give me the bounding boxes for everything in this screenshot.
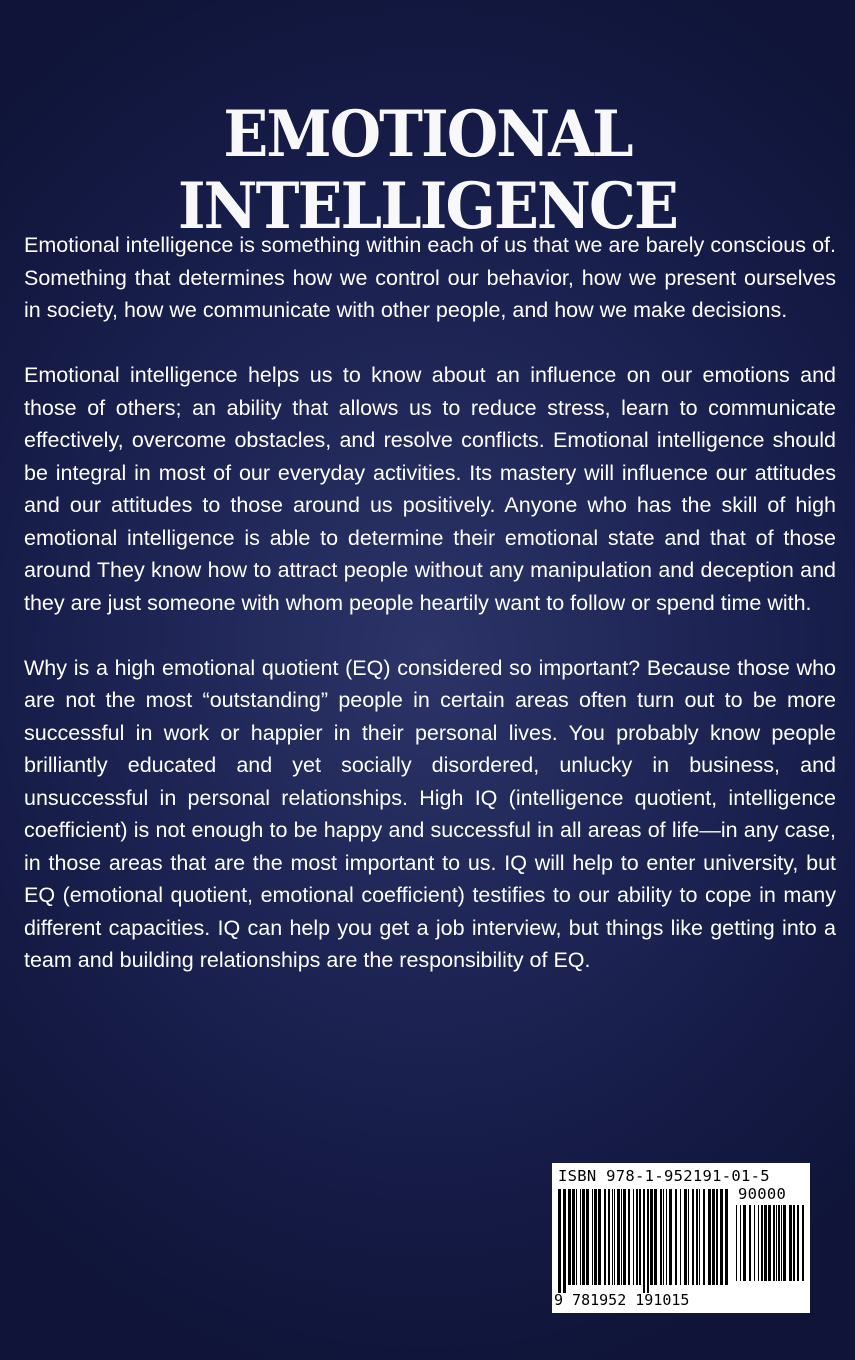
isbn-barcode bbox=[552, 1163, 810, 1313]
barcode-bar bbox=[783, 1205, 786, 1281]
barcode-bar bbox=[650, 1189, 653, 1285]
barcode-bar bbox=[802, 1205, 804, 1281]
barcode-bar bbox=[708, 1189, 711, 1285]
barcode-bar bbox=[776, 1205, 777, 1281]
barcode-bar bbox=[654, 1189, 657, 1285]
barcode-bar bbox=[743, 1205, 746, 1281]
barcode-bar bbox=[612, 1189, 613, 1285]
barcode-bar bbox=[663, 1189, 664, 1285]
barcode-bar bbox=[621, 1189, 622, 1285]
barcode-bar bbox=[669, 1189, 672, 1285]
barcode-bar bbox=[666, 1189, 667, 1285]
barcode-bar bbox=[576, 1189, 577, 1285]
barcode-bar bbox=[647, 1189, 649, 1293]
barcode-bar bbox=[778, 1205, 780, 1281]
title-line-2: INTELLIGENCE bbox=[177, 168, 678, 244]
barcode-bar bbox=[680, 1189, 681, 1285]
barcode-bar bbox=[789, 1205, 792, 1281]
barcode-bar bbox=[688, 1189, 689, 1285]
book-title bbox=[34, 96, 821, 244]
ean-bars bbox=[558, 1189, 728, 1293]
barcode-bar bbox=[703, 1189, 705, 1285]
barcode-bar bbox=[692, 1189, 694, 1285]
barcode-bar bbox=[699, 1189, 700, 1285]
barcode-bar bbox=[572, 1189, 575, 1285]
barcode-bar bbox=[617, 1189, 620, 1285]
barcode-bar bbox=[764, 1205, 767, 1281]
barcode-bar bbox=[781, 1205, 782, 1281]
barcode-bar bbox=[580, 1189, 581, 1285]
paragraph-3: Why is a high emotional quotient (EQ) considered so important? Because those who are not the most “outstanding” people in certain areas often turn out to be more successful in work or happier in their personal lives. You probably know people brilliantly educated and yet socially disordered, unlucky in business, and unsuccessful in personal relationships. High IQ (intelligence quotient, intelligence coefficient) is not enough to be happy and successful in all areas of life—in any case, in those areas that are the most important to us. IQ will help to enter university, but EQ (emotional quotient, emotional coefficient) testifies to our ability to cope in many different capacities. IQ can help you get a job interview, but things like getting into a team and building relationships are the responsibility of EQ. bbox=[24, 655, 836, 972]
barcode-bar bbox=[594, 1189, 597, 1285]
barcode-bar bbox=[797, 1205, 799, 1281]
barcode-bar bbox=[592, 1189, 593, 1285]
barcode-bar bbox=[761, 1205, 763, 1281]
barcode-bar bbox=[628, 1189, 630, 1285]
barcode-bar bbox=[716, 1189, 718, 1285]
addon-bars bbox=[736, 1205, 804, 1289]
barcode-bar bbox=[684, 1189, 687, 1285]
barcode-bar bbox=[586, 1189, 589, 1285]
ean-digits: 9 781952 191015 bbox=[554, 1291, 690, 1309]
price-code: 90000 bbox=[738, 1185, 787, 1203]
barcode-bar bbox=[773, 1205, 775, 1281]
barcode-bar bbox=[740, 1205, 741, 1281]
barcode-bar bbox=[623, 1189, 626, 1285]
barcode-bar bbox=[563, 1189, 566, 1293]
barcode-bar bbox=[598, 1189, 601, 1285]
barcode-bar bbox=[639, 1189, 641, 1285]
barcode-bar bbox=[614, 1189, 615, 1285]
barcode-bar bbox=[754, 1205, 755, 1281]
barcode-bar bbox=[604, 1189, 606, 1285]
barcode-bar bbox=[768, 1205, 771, 1281]
barcode-bar bbox=[608, 1189, 610, 1285]
barcode-bar bbox=[660, 1189, 662, 1285]
paragraph-1: Emotional intelligence is something within each of us that we are barely conscious of. Something that determines how we control our behavior, how we present ourselves in society, how we communicate with other people, and how we make decisions. bbox=[24, 233, 836, 322]
barcode-bar bbox=[675, 1189, 677, 1285]
barcode-bar bbox=[582, 1189, 585, 1285]
paragraph-2: Emotional intelligence helps us to know about an influence on our emotions and those of others; an ability that allows us to reduce stress, learn to communicate effectively, overcome obstacles, and resolve conflicts. Emotional intelligence should be integral in most of our everyday activities. Its mastery will influence our attitudes and our attitudes to those around us positively. Anyone who has the skill of high emotional intelligence is able to determine their emotional state and that of those around They know how to attract people without any manipulation and deception and they are just someone with whom people heartily want to follow or spend time with. bbox=[24, 363, 836, 615]
barcode-bar bbox=[758, 1205, 759, 1281]
barcode-bar bbox=[696, 1189, 698, 1285]
barcode-bar bbox=[712, 1189, 715, 1285]
title-line-1: EMOTIONAL bbox=[223, 96, 632, 172]
barcode-bar bbox=[736, 1205, 737, 1281]
barcode-bar bbox=[636, 1189, 638, 1285]
blurb-text bbox=[24, 229, 836, 1009]
barcode-bar bbox=[725, 1189, 728, 1285]
barcode-bar bbox=[633, 1189, 634, 1285]
barcode-bar bbox=[793, 1205, 795, 1281]
barcode-bar bbox=[643, 1189, 645, 1293]
barcode-bar bbox=[749, 1205, 751, 1281]
isbn-label: ISBN 978-1-952191-01-5 bbox=[558, 1167, 770, 1185]
barcode-bar bbox=[558, 1189, 561, 1293]
barcode-bar bbox=[720, 1189, 723, 1285]
barcode-bar bbox=[568, 1189, 571, 1285]
